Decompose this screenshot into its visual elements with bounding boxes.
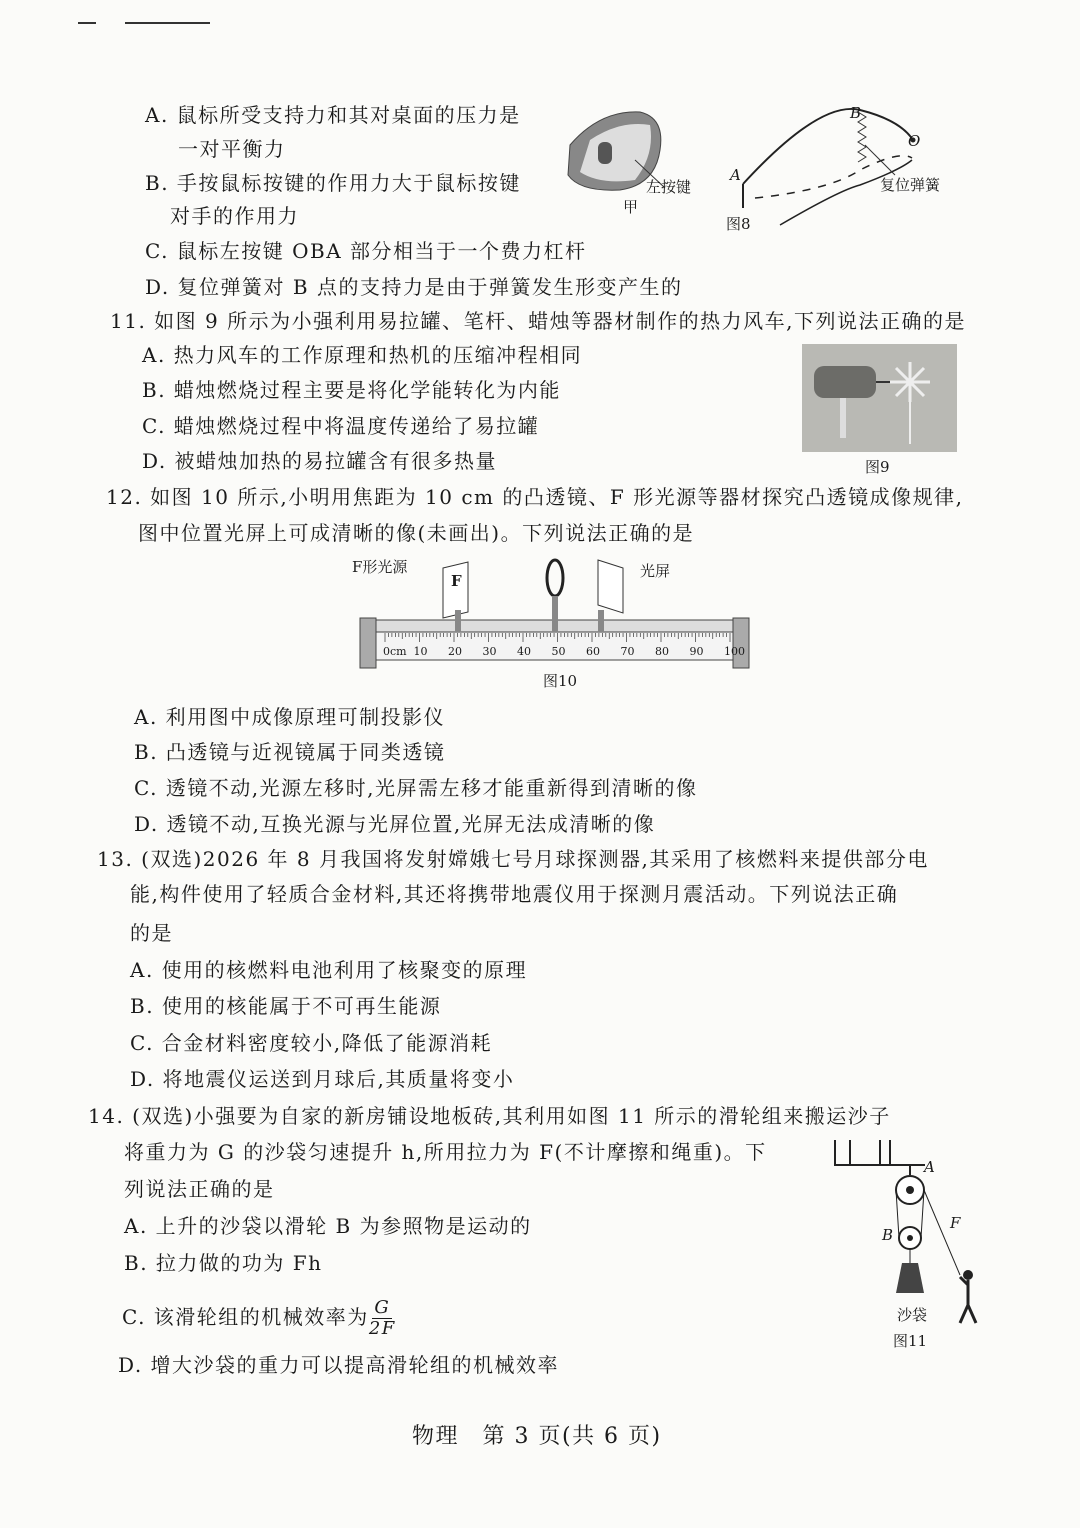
- label-sandbag: 沙袋: [897, 1306, 928, 1324]
- q13-option-b: B. 使用的核能属于不可再生能源: [130, 994, 442, 1018]
- q11-option-b: B. 蜡烛燃烧过程主要是将化学能转化为内能: [142, 378, 561, 402]
- q12-option-a: A. 利用图中成像原理可制投影仪: [134, 705, 446, 729]
- ruler-tick-label: 70: [620, 645, 635, 658]
- q14-option-a: A. 上升的沙袋以滑轮 B 为参照物是运动的: [124, 1214, 532, 1238]
- label-screen: 光屏: [640, 562, 671, 580]
- q13-stem: 13. (双选)2026 年 8 月我国将发射嫦娥七号月球探测器,其采用了核燃料来提供部分电: [97, 847, 929, 871]
- label-jia: 甲: [623, 198, 639, 216]
- label-pulley-A: A: [924, 1158, 935, 1176]
- label-O: O: [908, 132, 921, 150]
- label-A: A: [730, 166, 741, 184]
- label-spring: 复位弹簧: [880, 176, 941, 194]
- figure-10-caption: 图10: [543, 672, 578, 690]
- fraction-denominator: 2F: [368, 1318, 396, 1339]
- fraction-numerator: G: [374, 1297, 391, 1318]
- q10-option-a-cont: 一对平衡力: [178, 137, 286, 161]
- q13-option-a: A. 使用的核燃料电池利用了核聚变的原理: [130, 958, 528, 982]
- label-pulley-B: B: [882, 1226, 894, 1244]
- q12-option-b: B. 凸透镜与近视镜属于同类透镜: [134, 740, 446, 764]
- figure-8-mouse: [560, 100, 980, 240]
- ruler-tick-label: 50: [551, 645, 566, 658]
- label-F: F: [451, 572, 462, 590]
- q10-option-c: C. 鼠标左按键 OBA 部分相当于一个费力杠杆: [145, 239, 587, 263]
- q10-option-d: D. 复位弹簧对 B 点的支持力是由于弹簧发生形变产生的: [145, 275, 683, 299]
- figure-11-pulley: [830, 1135, 990, 1330]
- label-force-F: F: [950, 1214, 961, 1232]
- ruler-tick-label: 60: [586, 645, 600, 658]
- ruler-tick-label: 80: [655, 645, 669, 658]
- q13-stem-cont: 能,构件使用了轻质合金材料,其还将携带地震仪用于探测月震活动。下列说法正确: [130, 882, 899, 906]
- q10-option-a: A. 鼠标所受支持力和其对桌面的压力是: [145, 103, 521, 127]
- ruler-tick-label: 10: [413, 645, 428, 658]
- q14-stem-cont: 将重力为 G 的沙袋匀速提升 h,所用拉力为 F(不计摩擦和绳重)。下: [124, 1140, 767, 1164]
- efficiency-fraction: [369, 1298, 396, 1339]
- figure-9-photo: [802, 344, 957, 452]
- q11-option-a: A. 热力风车的工作原理和热机的压缩冲程相同: [142, 343, 583, 367]
- q12-stem: 12. 如图 10 所示,小明用焦距为 10 cm 的凸透镜、F 形光源等器材探究凸透镜成像规律,: [106, 485, 964, 509]
- q14-option-c: [122, 1298, 396, 1339]
- q13-stem-cont2: 的是: [130, 921, 173, 945]
- q13-option-c: C. 合金材料密度较小,降低了能源消耗: [130, 1031, 493, 1055]
- label-B: B: [850, 104, 862, 122]
- ruler-tick-label: 20: [448, 645, 462, 658]
- ruler-tick-label: 30: [482, 645, 497, 658]
- ruler-tick-label: 40: [517, 645, 531, 658]
- q10-option-b: B. 手按鼠标按键的作用力大于鼠标按键: [145, 171, 521, 195]
- q11-option-d: D. 被蜡烛加热的易拉罐含有很多热量: [142, 449, 498, 473]
- page-footer: 物理 第 3 页(共 6 页): [412, 1424, 662, 1449]
- ruler-tick-label: 0cm: [383, 645, 407, 658]
- label-left-key: 左按键: [646, 178, 692, 196]
- ruler-tick-label: 90: [689, 645, 704, 658]
- figure-11-caption: 图11: [893, 1332, 928, 1350]
- scan-mark: [78, 22, 96, 24]
- q14-stem-cont2: 列说法正确的是: [124, 1177, 275, 1201]
- q14-option-c-text: C. 该滑轮组的机械效率为: [122, 1305, 369, 1329]
- q14-option-b: B. 拉力做的功为 Fh: [124, 1251, 323, 1275]
- q14-stem: 14. (双选)小强要为自家的新房铺设地板砖,其利用如图 11 所示的滑轮组来搬运沙子: [88, 1104, 891, 1128]
- label-f-light-source: F形光源: [352, 558, 408, 576]
- figure-9-caption: 图9: [865, 458, 890, 476]
- q12-option-d: D. 透镜不动,互换光源与光屏位置,光屏无法成清晰的像: [134, 812, 656, 836]
- ruler-tick-label: 100: [724, 645, 745, 658]
- q11-stem: 11. 如图 9 所示为小强利用易拉罐、笔杆、蜡烛等器材制作的热力风车,下列说法正确的是: [110, 309, 966, 333]
- q12-option-c: C. 透镜不动,光源左移时,光屏需左移才能重新得到清晰的像: [134, 776, 698, 800]
- scan-mark: [125, 22, 210, 24]
- q10-option-b-cont: 对手的作用力: [170, 204, 299, 228]
- q11-option-c: C. 蜡烛燃烧过程中将温度传递给了易拉罐: [142, 414, 540, 438]
- figure-8-caption: 图8: [726, 215, 751, 233]
- q13-option-d: D. 将地震仪运送到月球后,其质量将变小: [130, 1067, 515, 1091]
- q14-option-d: D. 增大沙袋的重力可以提高滑轮组的机械效率: [118, 1353, 560, 1377]
- q12-stem-cont: 图中位置光屏上可成清晰的像(未画出)。下列说法正确的是: [138, 521, 695, 545]
